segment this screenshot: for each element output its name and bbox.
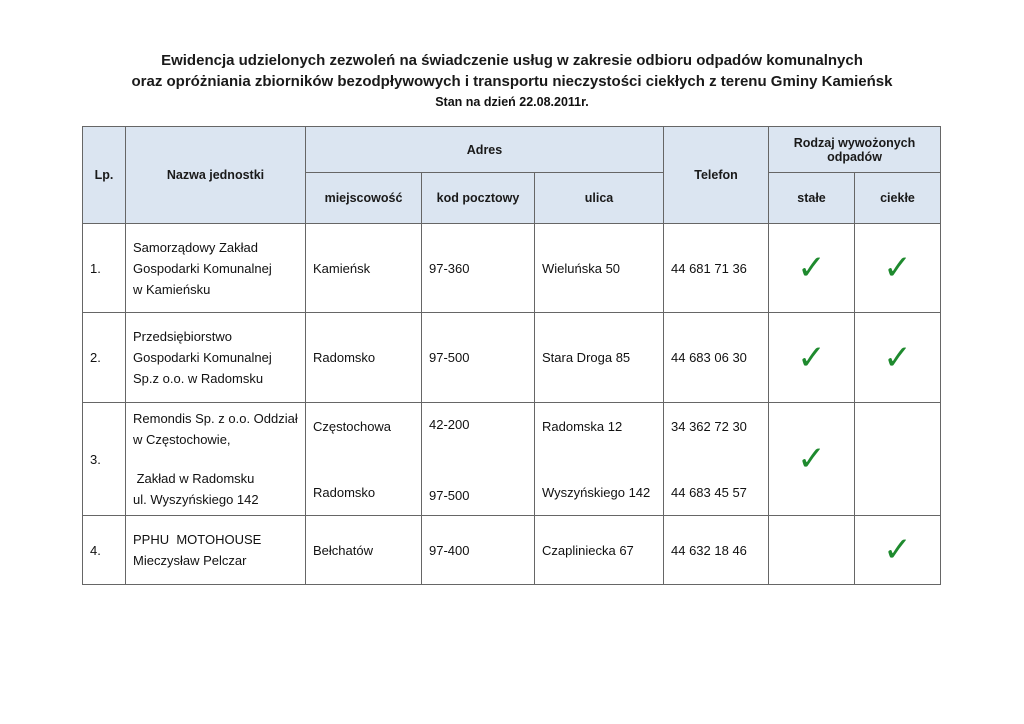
cell-name xyxy=(126,516,306,585)
cell-lp: 3. xyxy=(83,403,126,516)
cell-phone: 44 632 18 46 xyxy=(664,516,769,585)
cell-street: Czapliniecka 67 xyxy=(535,516,664,585)
name-line: ul. Wyszyńskiego 142 xyxy=(133,492,259,507)
table-row xyxy=(83,403,941,516)
cell-lp: 2. xyxy=(83,313,126,403)
liquid-check-icon: ✓ xyxy=(855,313,941,403)
solid-check-icon: ✓ xyxy=(769,313,855,403)
header-postal: kod pocztowy xyxy=(422,173,535,224)
header-phone: Telefon xyxy=(664,127,769,224)
cell-phone: 44 683 06 30 xyxy=(664,313,769,403)
cell-postal xyxy=(422,403,535,516)
cell-city: Radomsko xyxy=(306,313,422,403)
name-line: Gospodarki Komunalnej xyxy=(133,260,272,276)
header-street: ulica xyxy=(535,173,664,224)
cell-street: Stara Droga 85 xyxy=(535,313,664,403)
name-line: Sp.z o.o. w Radomsku xyxy=(133,371,264,386)
name-line: w Kamieńsku xyxy=(133,281,211,297)
table-row xyxy=(83,313,941,403)
street-line: Wyszyńskiego 142 xyxy=(542,484,651,500)
postal-line: 97-500 xyxy=(429,488,470,503)
phone-line: 34 362 72 30 xyxy=(671,418,747,434)
cell-postal: 97-400 xyxy=(422,516,535,585)
street-line: Radomska 12 xyxy=(542,418,623,434)
title-line-1: Ewidencja udzielonych zezwoleń na świadczenie usług w zakresie odbioru odpadów komunalnych xyxy=(161,52,863,69)
table-row xyxy=(83,224,941,313)
cell-name xyxy=(126,403,306,516)
header-solid: stałe xyxy=(769,173,855,224)
liquid-cell-empty xyxy=(855,403,941,516)
table-row xyxy=(83,516,941,585)
name-line: Mieczysław Pelczar xyxy=(133,553,247,568)
name-line: Zakład w Radomsku xyxy=(133,471,255,486)
name-line: PPHU MOTOHOUSE xyxy=(133,532,262,547)
cell-postal: 97-360 xyxy=(422,224,535,313)
header-address: Adres xyxy=(306,127,664,173)
liquid-check-icon: ✓ xyxy=(855,516,941,585)
header-name: Nazwa jednostki xyxy=(126,127,306,224)
cell-lp: 1. xyxy=(83,224,126,313)
header-waste-type: Rodzaj wywożonych odpadów xyxy=(769,127,941,173)
cell-phone xyxy=(664,403,769,516)
cell-city: Kamieńsk xyxy=(306,224,422,313)
cell-name xyxy=(126,313,306,403)
cell-street: Wieluńska 50 xyxy=(535,224,664,313)
cell-street xyxy=(535,403,664,516)
city-line: Częstochowa xyxy=(313,418,392,434)
name-line: w Częstochowie, xyxy=(133,432,231,447)
cell-city xyxy=(306,403,422,516)
permits-table xyxy=(82,126,941,585)
name-line: Remondis Sp. z o.o. Oddział xyxy=(133,411,298,426)
header-liquid: ciekłe xyxy=(855,173,941,224)
cell-phone: 44 681 71 36 xyxy=(664,224,769,313)
postal-line: 42-200 xyxy=(429,417,470,432)
solid-cell-empty xyxy=(769,516,855,585)
cell-city: Bełchatów xyxy=(306,516,422,585)
phone-line: 44 683 45 57 xyxy=(671,484,747,500)
name-line: Gospodarki Komunalnej xyxy=(133,350,272,365)
name-line: Przedsiębiorstwo xyxy=(133,329,232,344)
cell-name xyxy=(126,224,306,313)
header-lp: Lp. xyxy=(83,127,126,224)
name-line: Samorządowy Zakład xyxy=(133,239,258,255)
cell-postal: 97-500 xyxy=(422,313,535,403)
title-date: Stan na dzień 22.08.2011r. xyxy=(435,95,589,109)
header-city: miejscowość xyxy=(306,173,422,224)
solid-check-icon: ✓ xyxy=(769,224,855,313)
city-line: Radomsko xyxy=(313,484,376,500)
cell-lp: 4. xyxy=(83,516,126,585)
document-title xyxy=(0,50,1024,111)
solid-check-icon: ✓ xyxy=(769,403,855,516)
liquid-check-icon: ✓ xyxy=(855,224,941,313)
title-line-2: oraz opróżniania zbiorników bezodpływowych i transportu nieczystości ciekłych z terenu Gminy Kamieńsk xyxy=(131,73,893,90)
